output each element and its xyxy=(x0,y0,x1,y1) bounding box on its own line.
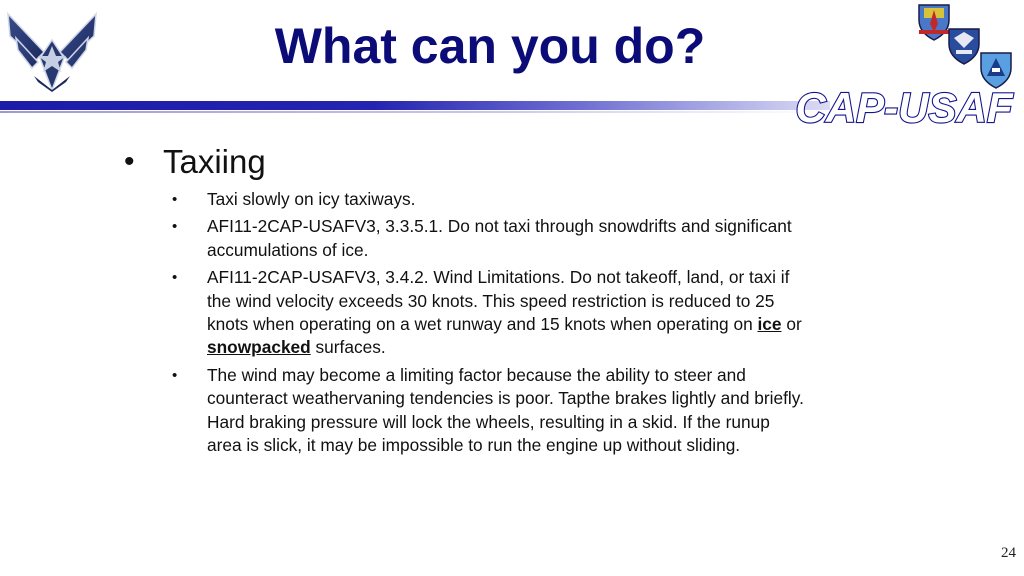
slide-body xyxy=(120,142,900,461)
slide-title: What can you do? xyxy=(274,18,706,74)
sub-bullet-text: AFI11-2CAP-USAFV3, 3.3.5.1. Do not taxi through snowdrifts and significant accumulations of ice. xyxy=(207,216,792,260)
air-force-logo-icon xyxy=(6,6,98,92)
bullet-marker: • xyxy=(172,218,178,236)
sub-bullet xyxy=(120,266,807,360)
sub-bullet-text-part: or xyxy=(781,314,802,335)
bullet-marker: • xyxy=(172,191,178,208)
sub-bullet xyxy=(120,215,807,262)
main-bullet xyxy=(120,142,900,182)
title-rule xyxy=(0,101,830,110)
sub-bullet-text: The wind may become a limiting factor because the ability to steer and counteract weathervaning tendencies is poor. Tapthe brakes lightly and briefly. Hard braking pressure will lock the wheels, resulting in a skid. If the runup area is slick, it may be impossible to run the engine up without sliding. xyxy=(207,364,804,456)
sub-bullet xyxy=(120,364,807,458)
sub-bullet xyxy=(120,188,807,211)
cap-usaf-logo xyxy=(786,84,1022,130)
cap-usaf-wordmark: CAP-USAF xyxy=(795,84,1013,130)
sub-bullet-text-part: AFI11-2CAP-USAFV3, 3.4.2. Wind Limitations. Do not takeoff, land, or taxi if the wind velocity exceeds 30 knots. This speed restriction is reduced to 25 knots when operating on a wet runway and 15 knots when operating on xyxy=(207,267,790,335)
title-rule-shadow xyxy=(0,111,830,113)
emphasis-ice: ice xyxy=(757,314,782,335)
sub-bullet-list xyxy=(120,188,900,457)
main-bullet-text: Taxiing xyxy=(163,143,266,180)
page-number: 24 xyxy=(1001,545,1016,561)
sub-bullet-text-part: surfaces. xyxy=(310,337,386,358)
sub-bullet-text: Taxi slowly on icy taxiways. xyxy=(207,189,416,209)
emphasis-snowpacked: snowpacked xyxy=(207,337,311,358)
wing-shield-icon xyxy=(946,26,982,66)
bullet-marker: • xyxy=(172,269,178,287)
bullet-marker: • xyxy=(172,366,178,384)
bullet-marker: • xyxy=(124,145,135,178)
sub-bullet-text xyxy=(207,267,802,357)
